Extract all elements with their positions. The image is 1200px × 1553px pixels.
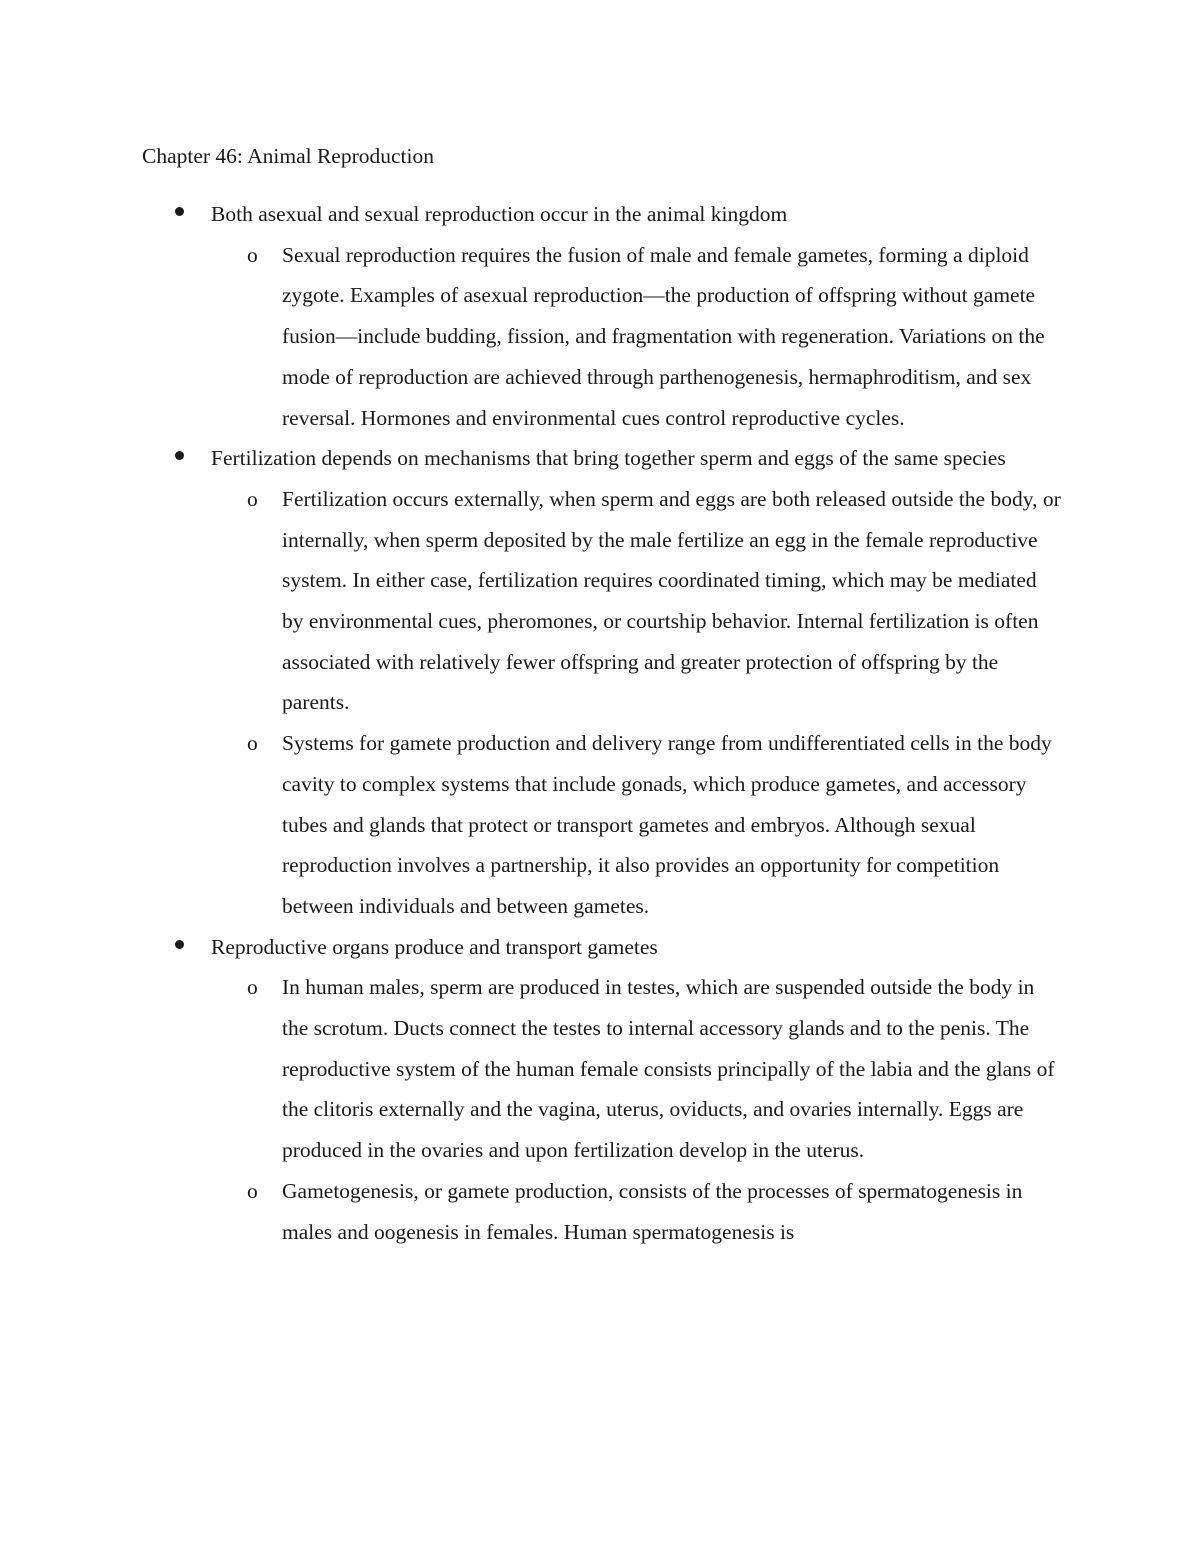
bullet-text: Both asexual and sexual reproduction occur in the animal kingdom xyxy=(211,202,788,226)
bullet-icon xyxy=(175,940,184,949)
bullet-icon xyxy=(175,207,184,216)
sub-item-text: Fertilization occurs externally, when sperm and eggs are both released outside the body, or internally, when sperm deposited by the male fertilize an egg in the female reproductive system. In either case, fertilization requires coordinated timing, which may be mediated by environmental cues, pheromones, or courtship behavior. Internal fertilization is often associated with relatively fewer offspring and greater protection of offspring by the parents. xyxy=(282,486,1061,715)
bullet-item xyxy=(0,438,1200,479)
sub-bullet-icon: o xyxy=(247,486,258,511)
sub-bullet-icon: o xyxy=(247,1178,258,1203)
sub-item xyxy=(0,479,1200,723)
sub-bullet-icon: o xyxy=(247,975,258,1000)
bullet-icon xyxy=(175,451,184,460)
bullet-text: Reproductive organs produce and transport gametes xyxy=(211,934,658,959)
sub-bullet-icon: o xyxy=(247,242,258,267)
sub-item xyxy=(0,235,1200,439)
document-title: Chapter 46: Animal Reproduction xyxy=(142,144,434,168)
sub-item-text: Gametogenesis, or gamete production, consists of the processes of spermatogenesis in males and oogenesis in females. Human spermatogenesis is xyxy=(282,1178,1023,1244)
sub-item-text: Systems for gamete production and delivery range from undifferentiated cells in the body cavity to complex systems that include gonads, which produce gametes, and accessory tubes and glands that protect or transport gametes and embryos. Although sexual reproduction involves a partnership, it also provides an opportunity for competition between individuals and between gametes. xyxy=(282,731,1052,918)
bullet-text: Fertilization depends on mechanisms that bring together sperm and eggs of the same species xyxy=(211,446,1006,471)
bullet-item xyxy=(0,927,1200,968)
sub-item-text: In human males, sperm are produced in testes, which are suspended outside the body in the scrotum. Ducts connect the testes to internal accessory glands and to the penis. The reproductive system of the human female consists principally of the labia and the glans of the clitoris externally and the vagina, uterus, oviducts, and ovaries internally. Eggs are produced in the ovaries and upon fertilization develop in the uterus. xyxy=(282,975,1055,1163)
document-body xyxy=(0,194,1200,1252)
sub-item xyxy=(0,723,1200,927)
sub-item-text: Sexual reproduction requires the fusion of male and female gametes, forming a diploid zygote. Examples of asexual reproduction—the production of offspring without gamete fusion—include budding, fission, and fragmentation with regeneration. Variations on the mode of reproduction are achieved through parthenogenesis, hermaphroditism, and sex reversal. Hormones and environmental cues control reproductive cycles. xyxy=(282,242,1045,430)
bullet-item xyxy=(0,194,1200,235)
sub-item xyxy=(0,1171,1200,1252)
sub-item xyxy=(0,967,1200,1171)
sub-bullet-icon: o xyxy=(247,731,258,756)
